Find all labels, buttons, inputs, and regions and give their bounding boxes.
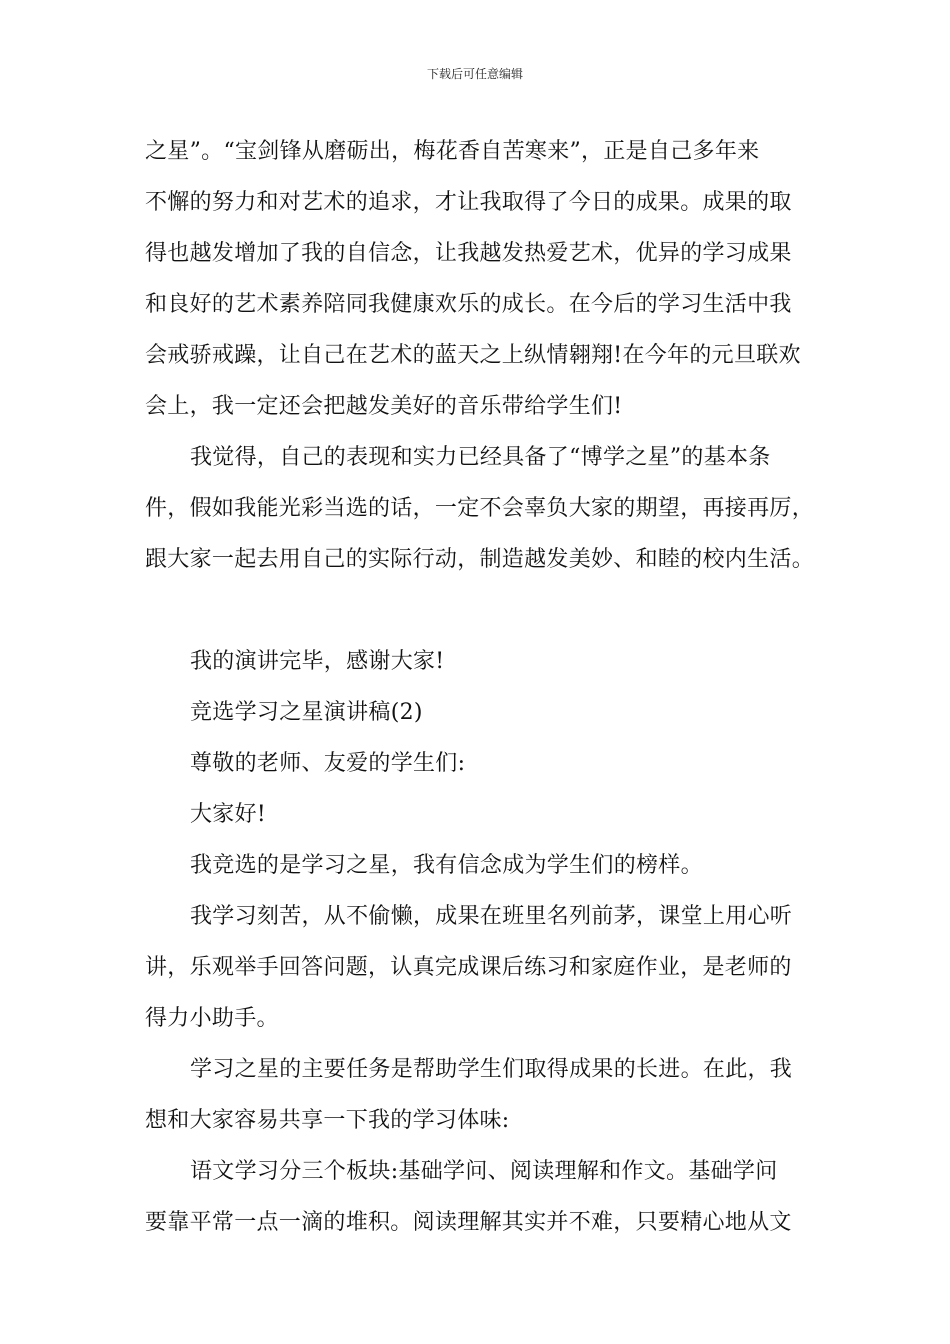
text-line: 和良好的艺术素养陪同我健康欢乐的成长。在今后的学习生活中我 xyxy=(145,292,792,317)
text-line: 想和大家容易共享一下我的学习体味: xyxy=(145,1108,510,1133)
paragraph-1 xyxy=(145,126,805,432)
text-line: 会上，我一定还会把越发美好的音乐带给学生们! xyxy=(145,394,623,419)
text-line: 件，假如我能光彩当选的话，一定不会辜负大家的期望，再接再厉， xyxy=(145,496,815,521)
greeting-line: 大家好! xyxy=(190,802,267,827)
text-line: 得也越发增加了我的自信念，让我越发热爱艺术，优异的学习成果 xyxy=(145,241,792,266)
text-line: 跟大家一起去用自己的实际行动，制造越发美妙、和睦的校内生活。 xyxy=(145,547,815,572)
paragraph-2 xyxy=(145,432,815,585)
speech-title: 竞选学习之星演讲稿(2) xyxy=(190,700,423,725)
closing-thanks: 我的演讲完毕，感谢大家! xyxy=(190,649,445,674)
document-body xyxy=(145,126,815,1248)
paragraph-4 xyxy=(145,1044,805,1146)
text-line: 要靠平常一点一滴的堆积。阅读理解其实并不难，只要精心地从文 xyxy=(145,1210,792,1235)
text-line: 不懈的努力和对艺术的追求，才让我取得了今日的成果。成果的取 xyxy=(145,190,792,215)
text-line: 得力小助手。 xyxy=(145,1006,279,1031)
text-line: 学习之星的主要任务是帮助学生们取得成果的长进。在此，我 xyxy=(190,1057,793,1082)
text-line: 讲，乐观举手回答问题，认真完成课后练习和家庭作业，是老师的 xyxy=(145,955,792,980)
text-line: 我觉得，自己的表现和实力已经具备了“博学之星”的基本条 xyxy=(190,445,771,470)
paragraph-5 xyxy=(145,1146,805,1248)
intro-line: 我竞选的是学习之星，我有信念成为学生们的榜样。 xyxy=(190,853,703,878)
blank-line xyxy=(145,585,805,636)
text-line: 语文学习分三个板块:基础学问、阅读理解和作文。基础学问 xyxy=(190,1159,778,1184)
text-line: 会戒骄戒躁，让自己在艺术的蓝天之上纵情翱翔!在今年的元旦联欢 xyxy=(145,343,801,368)
text-line: 我学习刻苦，从不偷懒，成果在班里名列前茅，课堂上用心听 xyxy=(190,904,793,929)
text-line: 之星”。“宝剑锋从磨砺出，梅花香自苦寒来”，正是自己多年来 xyxy=(145,139,760,164)
paragraph-3 xyxy=(145,891,805,1044)
salutation: 尊敬的老师、友爱的学生们: xyxy=(190,751,466,776)
page-header: 下载后可任意编辑 xyxy=(426,67,523,81)
